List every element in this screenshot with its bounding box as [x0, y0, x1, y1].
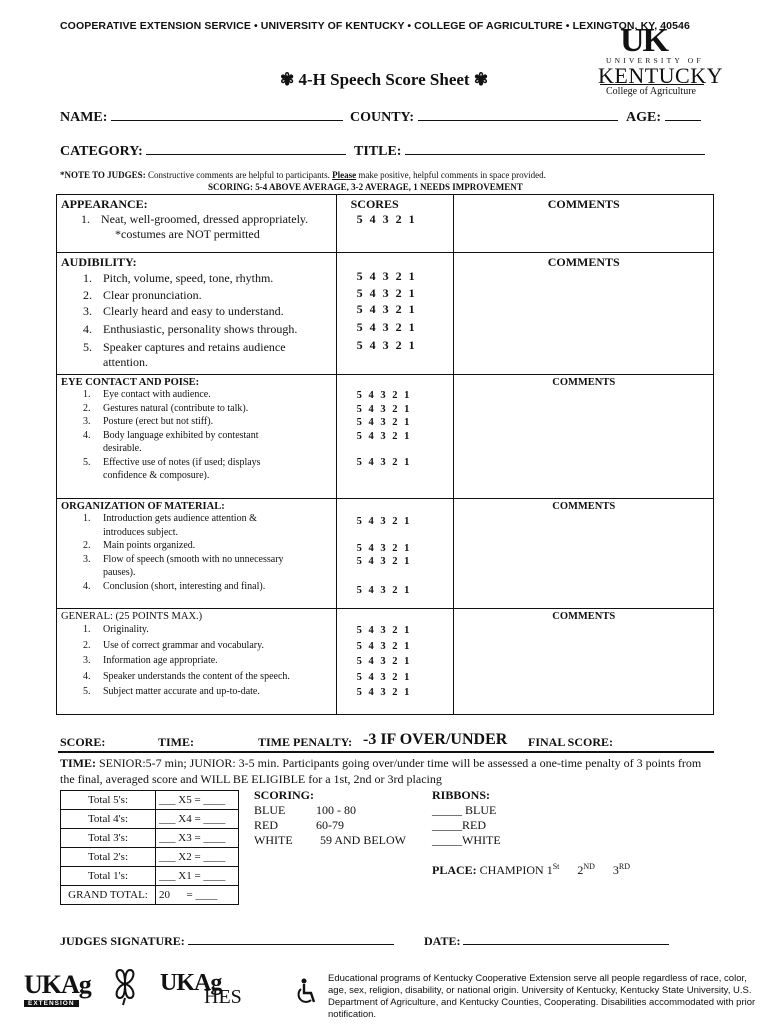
list-item: 1. Neat, well-groomed, dressed appropriately. [81, 212, 309, 226]
page-title: ✾ 4-H Speech Score Sheet ✾ [280, 70, 489, 89]
clover-icon: ✾ [280, 70, 295, 89]
list-item: 2. Use of correct grammar and vocabulary. [83, 639, 264, 651]
score-scale[interactable]: 5 4 3 2 1 [356, 338, 417, 352]
extension-logo-text: EXTENSION [24, 1000, 79, 1007]
accessibility-icon [296, 978, 318, 1006]
score-scale[interactable]: 5 4 3 2 1 [356, 269, 417, 283]
section-title: EYE CONTACT AND POISE: [61, 377, 200, 388]
score-scale[interactable]: 5 4 3 2 1 [356, 457, 412, 468]
score-scale[interactable]: 5 4 3 2 1 [356, 671, 412, 683]
total-calc-field[interactable]: ___ X1 = ____ [156, 867, 239, 886]
table-row: GRAND TOTAL: 20 = ____ [61, 886, 239, 905]
name-input-line[interactable] [111, 108, 343, 121]
comments-label: COMMENTS [547, 255, 620, 269]
score-table [56, 194, 714, 715]
hes-logo-text: HES [204, 986, 242, 1008]
list-item: 1. Originality. [83, 624, 149, 635]
category-field: CATEGORY: [60, 142, 346, 160]
age-field: AGE: [626, 108, 701, 126]
list-item: 5. Subject matter accurate and up-to-date. [83, 686, 260, 697]
table-row: Total 5's: ___ X5 = ____ [61, 791, 239, 810]
total-calc-field[interactable]: ___ X5 = ____ [156, 791, 239, 810]
list-item: 5. Speaker captures and retains audience attention. [83, 340, 286, 369]
section-title: GENERAL: (25 POINTS MAX.) [61, 611, 203, 622]
uk-logo: UK [620, 22, 667, 59]
audibility-section [57, 253, 714, 375]
list-item: 3. Clearly heard and easy to understand. [83, 304, 284, 318]
organization-section [57, 499, 714, 609]
section-title: APPEARANCE: [61, 197, 148, 211]
total-calc-field[interactable]: ___ X2 = ____ [156, 848, 239, 867]
logo-kentucky-text: KENTUCKY [598, 63, 723, 88]
score-scale[interactable]: 5 4 3 2 1 [356, 417, 412, 428]
ribbon-blue[interactable]: _____ BLUE [432, 803, 497, 817]
list-item: 4. Conclusion (short, interesting and final). [83, 580, 266, 592]
county-field: COUNTY: [350, 108, 618, 126]
score-scale[interactable]: 5 4 3 2 1 [356, 625, 412, 636]
category-input-line[interactable] [146, 142, 346, 155]
list-item: 4. Enthusiastic, personality shows through. [83, 321, 298, 336]
ribbon-red[interactable]: _____RED [432, 818, 486, 832]
score-summary-line [58, 733, 714, 753]
logo-university-text: UNIVERSITY OF [606, 56, 704, 65]
ukag-hes-logo: UKAg [160, 970, 222, 996]
clover-icon: ✾ [473, 70, 489, 89]
comments-label: COMMENTS [547, 197, 620, 211]
four-h-clover-icon [108, 966, 142, 1006]
score-scale[interactable]: 5 4 3 2 1 [356, 687, 412, 698]
eye-contact-section [57, 375, 714, 499]
score-scale[interactable]: 5 4 3 2 1 [356, 285, 417, 300]
list-item: 3. Flow of speech (smooth with no unnecessary pauses). [83, 553, 284, 578]
scoring-row: WHITE 59 AND BELOW [254, 833, 406, 847]
list-item: 2. Gestures natural (contribute to talk). [83, 402, 249, 414]
comments-label: COMMENTS [552, 611, 616, 622]
judges-note: *NOTE TO JUDGES: Constructive comments are helpful to participants. Please make positive, helpful comments in space provided. [60, 170, 546, 180]
score-scale[interactable]: 5 4 3 2 1 [356, 403, 412, 415]
name-field: NAME: [60, 108, 343, 126]
table-row: Total 1's: ___ X1 = ____ [61, 867, 239, 886]
score-scale[interactable]: 5 4 3 2 1 [356, 640, 412, 652]
score-label: SCORE: [60, 735, 106, 749]
scoring-key: SCORING: BLUE 100 - 80 RED 60-79 WHITE 59 AND BELOW [254, 788, 406, 847]
list-item: *costumes are NOT permitted [115, 226, 260, 241]
scores-header: SCORES [350, 197, 399, 211]
list-item: 2. Main points organized. [83, 540, 196, 551]
total-calc-field[interactable]: ___ X4 = ____ [156, 810, 239, 829]
total-calc-field[interactable]: ___ X3 = ____ [156, 829, 239, 848]
score-scale[interactable]: 5 4 3 2 1 [356, 211, 417, 226]
score-scale[interactable]: 5 4 3 2 1 [356, 302, 417, 316]
score-scale[interactable]: 5 4 3 2 1 [356, 319, 417, 334]
table-row: Total 2's: ___ X2 = ____ [61, 848, 239, 867]
signature-input-line[interactable] [188, 932, 394, 945]
title-field: TITLE: [354, 142, 705, 160]
score-scale[interactable]: 5 4 3 2 1 [356, 430, 412, 442]
scoring-scale-note: SCORING: 5-4 ABOVE AVERAGE, 3-2 AVERAGE, 1 NEEDS IMPROVEMENT [208, 182, 523, 192]
score-scale[interactable]: 5 4 3 2 1 [356, 556, 412, 567]
section-title: AUDIBILITY: [61, 255, 137, 269]
list-item: 4. Body language exhibited by contestant desirable. [83, 429, 259, 454]
title-input-line[interactable] [405, 142, 705, 155]
time-label: TIME: [158, 735, 194, 749]
score-scale[interactable]: 5 4 3 2 1 [356, 656, 412, 667]
score-scale[interactable]: 5 4 3 2 1 [356, 584, 412, 596]
score-scale[interactable]: 5 4 3 2 1 [356, 390, 412, 401]
time-rule-text: TIME: SENIOR:5-7 min; JUNIOR: 3-5 min. Participants going over/under time will be assessed a one-time penalty of 3 points from the final, averaged score and WILL BE ELIGIBLE for a 1st, 2nd or 3rd placing [60, 756, 702, 786]
place-field: PLACE: CHAMPION 1St 2ND 3RD [432, 862, 631, 877]
list-item: 3. Information age appropriate. [83, 655, 218, 666]
table-row: Total 4's: ___ X4 = ____ [61, 810, 239, 829]
list-item: 4. Speaker understands the content of the speech. [83, 670, 290, 682]
org-header-line: COOPERATIVE EXTENSION SERVICE • UNIVERSITY OF KENTUCKY • COLLEGE OF AGRICULTURE • LEXINGTON, KY, 40546 [60, 20, 690, 32]
comments-label: COMMENTS [552, 501, 616, 512]
judges-signature-field: JUDGES SIGNATURE: [60, 932, 394, 949]
general-section [57, 609, 714, 715]
list-item: 1. Pitch, volume, speed, tone, rhythm. [83, 271, 274, 285]
list-item: 1. Eye contact with audience. [83, 389, 211, 400]
footer-disclaimer: Educational programs of Kentucky Cooperative Extension serve all people regardless of race, color, age, sex, religion, disability, or national origin. University of Kentucky, Kentucky State University, U.S. Department of Agriculture, and Kentucky Counties, Cooperating. Disabilities accommodated with prior notification. [328, 973, 756, 1020]
score-scale[interactable]: 5 4 3 2 1 [356, 516, 412, 527]
section-title: ORGANIZATION OF MATERIAL: [61, 501, 225, 512]
logo-divider [600, 84, 704, 85]
grand-total-field[interactable]: 20 = ____ [156, 886, 239, 905]
list-item: 3. Posture (erect but not stiff). [83, 416, 214, 427]
score-scale[interactable]: 5 4 3 2 1 [356, 542, 412, 554]
scoring-row: BLUE 100 - 80 [254, 803, 356, 817]
list-item: 1. Introduction gets audience attention & introduces subject. [83, 513, 257, 538]
logo-college-text: College of Agriculture [606, 86, 696, 97]
table-row: Total 3's: ___ X3 = ____ [61, 829, 239, 848]
time-penalty-value: -3 IF OVER/UNDER [363, 731, 508, 748]
appearance-section [57, 195, 714, 253]
ukag-extension-logo: UKAg [24, 970, 91, 999]
age-input-line[interactable] [665, 108, 701, 121]
time-penalty-label: TIME PENALTY: [258, 735, 353, 749]
comments-label: COMMENTS [552, 377, 616, 388]
scoring-row: RED 60-79 [254, 818, 344, 832]
list-item: 2. Clear pronunciation. [83, 287, 202, 302]
county-input-line[interactable] [418, 108, 618, 121]
ribbons: RIBBONS: _____ BLUE _____RED _____WHITE [432, 788, 501, 847]
totals-table [60, 790, 239, 905]
date-field: DATE: [424, 932, 669, 949]
final-score-label: FINAL SCORE: [528, 735, 614, 749]
list-item: 5. Effective use of notes (if used; displays confidence & composure). [83, 456, 261, 481]
ribbon-white[interactable]: _____WHITE [432, 833, 501, 847]
date-input-line[interactable] [463, 932, 669, 945]
